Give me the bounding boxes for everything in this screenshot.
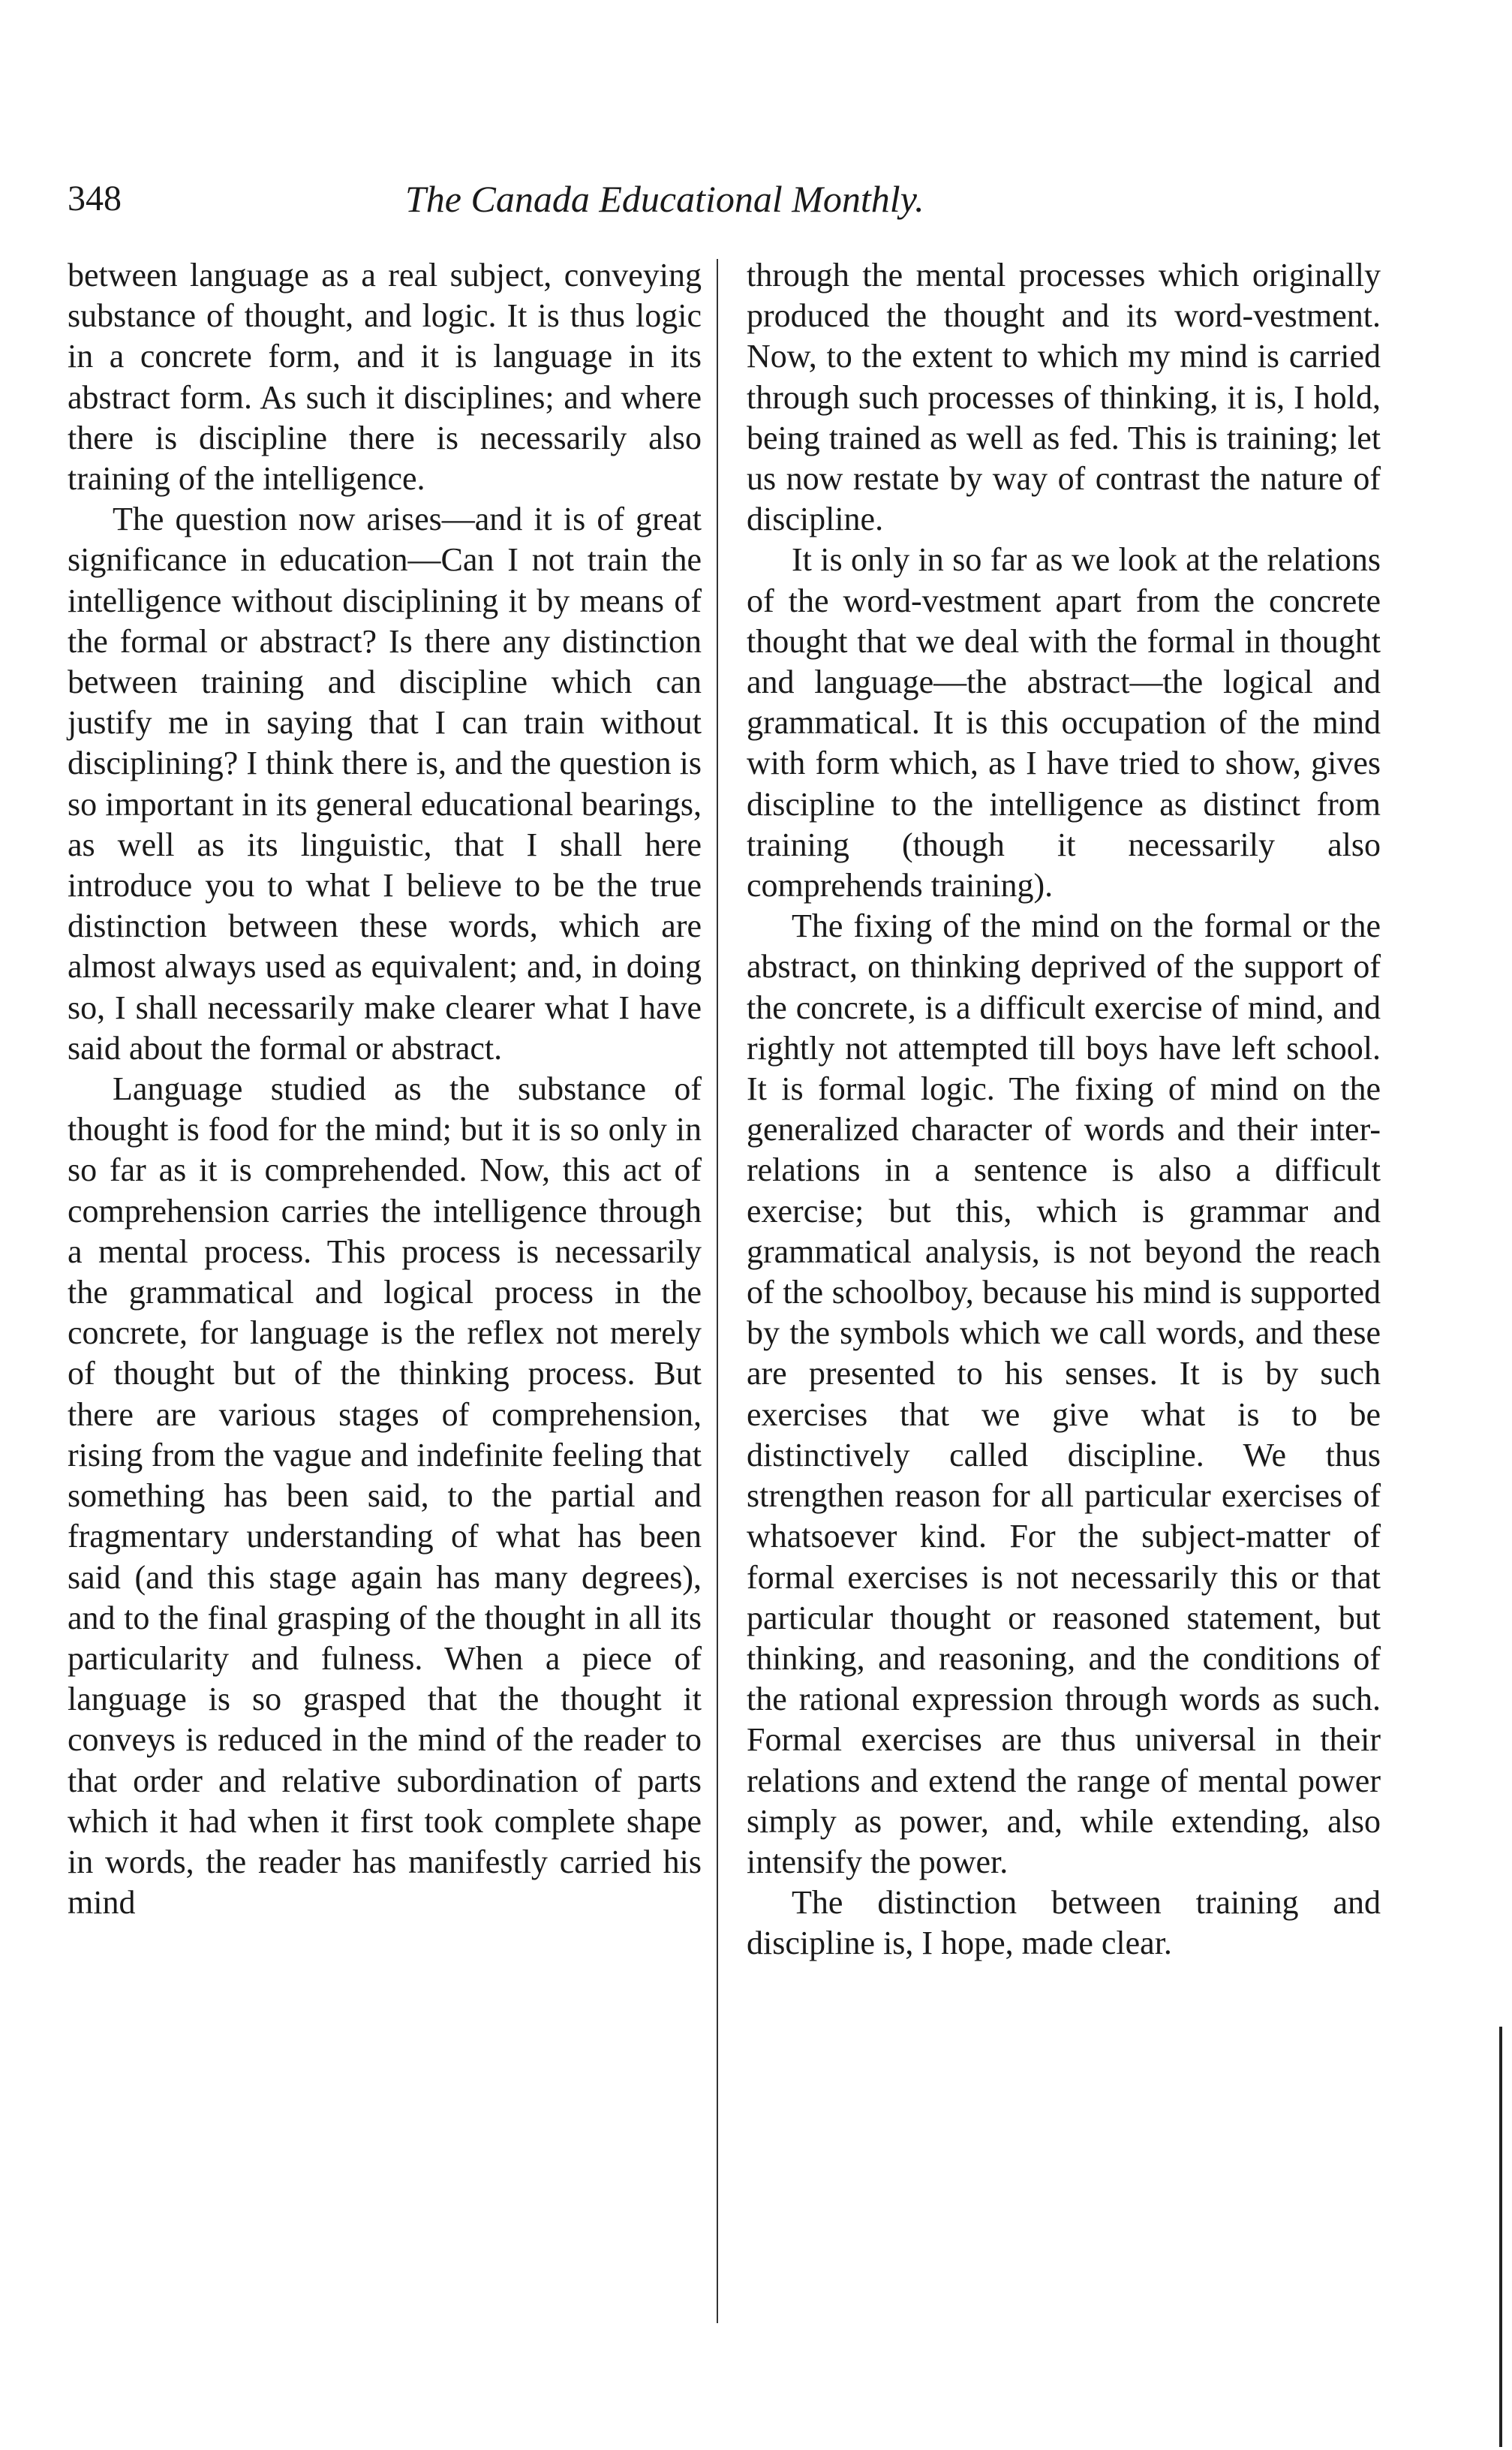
paragraph: The fixing of the mind on the formal or the abstract, on thinking deprived of the support of the concrete, is a difficult exercise of mind, and rightly not attempted till boys have left school. It is formal logic. The fixing of mind on the generalized character of words and their inter-relations in a sentence is also a difficult exercise; but this, which is grammar and grammatical analysis, is not beyond the reach of the schoolboy, because his mind is supported by the symbols which we call words, and these are presented to his senses. It is by such exercises that we give what is to be distinctively called discipline. We thus strengthen reason for all particular exercises of whatsoever kind. For the subject-matter of formal exercises is not necessarily this or that particular thought or reasoned statement, but thinking, and reasoning, and the conditions of the rational expression through words as such. Formal exercises are thus universal in their relations and extend the range of mental power simply as power, and, while extending, also intensify the power. bbox=[747, 907, 1381, 1880]
paragraph: Language studied as the substance of thought is food for the mind; but it is so only in so far as it is comprehended. Now, this act of comprehension carries the intelligence through a mental process. This process is necessarily the grammatical and logical process in the concrete, for language is the reflex not merely of thought but of the thinking process. But there are various stages of comprehension, rising from the vague and indefinite feeling that something has been said, to the partial and fragmentary understanding of what has been said (and this stage again has many degrees), and to the final grasping of the thought in all its particularity and fulness. When a piece of language is so grasped that the thought it conveys is reduced in the mind of the reader to that order and relative subordination of parts which it had when it first took complete shape in words, the reader has manifestly carried his mind bbox=[68, 1070, 702, 1922]
left-column bbox=[68, 255, 702, 1923]
page-header bbox=[68, 169, 1043, 229]
page-number: 348 bbox=[68, 179, 122, 218]
running-title: The Canada Educational Monthly. bbox=[405, 178, 924, 220]
right-column bbox=[747, 255, 1381, 1964]
paragraph: It is only in so far as we look at the relations of the word-vestment apart from the concrete thought that we deal with the formal in thought and language—the abstract—the logical and grammatical. It is this occupation of the mind with form which, as I have tried to show, gives discipline to the intelligence as distinct from training (though it necessarily also comprehends training). bbox=[747, 541, 1381, 904]
paragraph: through the mental processes which originally produced the thought and its word-vestment. Now, to the extent to which my mind is carried through such processes of thinking, it is, I hold, being trained as well as fed. This is training; let us now restate by way of contrast the nature of discipline. bbox=[747, 257, 1381, 538]
paragraph: The question now arises—and it is of great significance in education—Can I not train the intelligence without disciplining it by means of the formal or abstract? Is there any distinction between training and discipline which can justify me in saying that I can train without disciplining? I think there is, and the question is so important in its general educational bearings, as well as its linguistic, that I shall here introduce you to what I believe to be the true distinction between these words, which are almost always used as equivalent; and, in doing so, I shall necessarily make clearer what I have said about the formal or abstract. bbox=[68, 501, 702, 1067]
page-edge-mark bbox=[1499, 2027, 1502, 2447]
paragraph: The distinction between training and discipline is, I hope, made clear. bbox=[747, 1884, 1381, 1962]
column-divider bbox=[717, 259, 718, 2323]
paragraph: between language as a real subject, conveying substance of thought, and logic. It is thus logic in a concrete form, and it is language in its abstract form. As such it disciplines; and where there is discipline there is necessarily also training of the intelligence. bbox=[68, 257, 702, 498]
